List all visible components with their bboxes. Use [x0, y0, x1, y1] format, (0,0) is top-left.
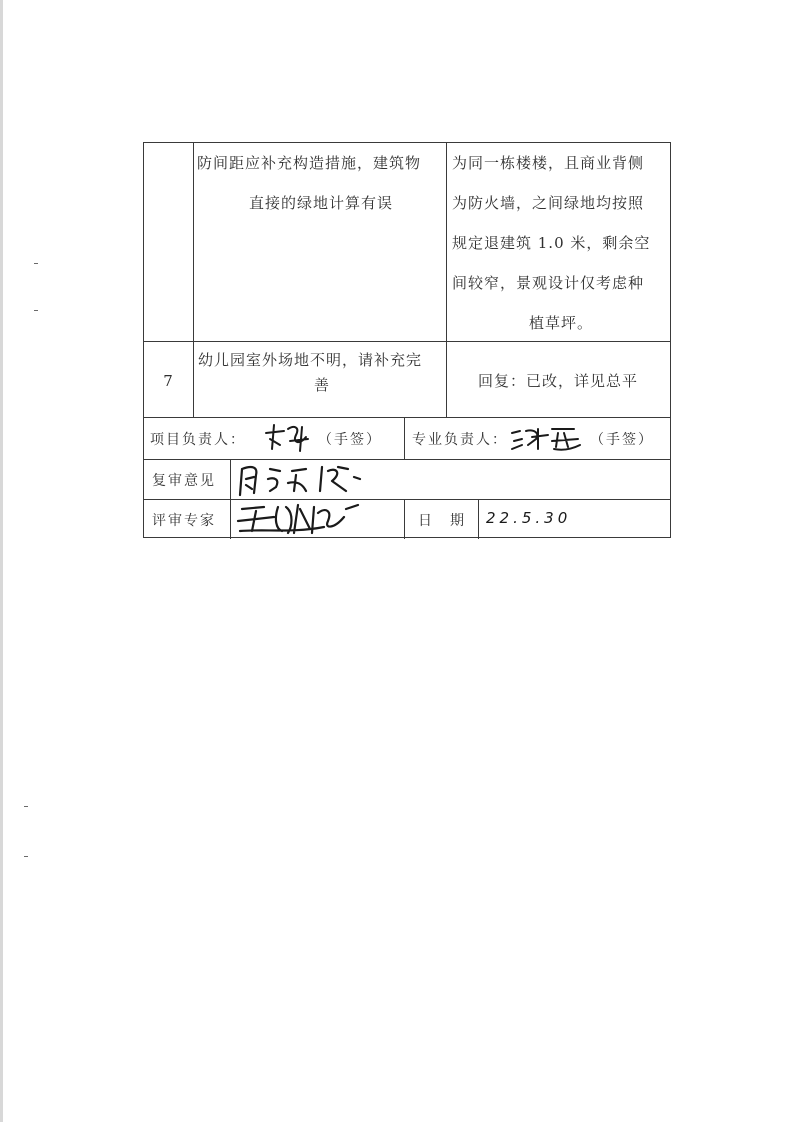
column-divider: [478, 499, 479, 539]
date-value: 22.5.30: [486, 509, 572, 527]
discipline-lead-label: 专业负责人：: [412, 432, 508, 448]
row6-reply-line: 为防火墙，之间绿地均按照: [452, 194, 645, 212]
row6-opinion-line: 直接的绿地计算有误: [248, 194, 393, 212]
discipline-lead-sign-note: （手签）: [590, 432, 654, 448]
recheck-signature: [236, 461, 396, 499]
recheck-label: 复审意见: [152, 473, 216, 489]
project-lead-signature: [260, 421, 320, 457]
row6-reply: [452, 143, 670, 343]
row6-reply-line: 植草坪。: [528, 314, 593, 332]
row6-reply-line: 规定退建筑 1.0 米，剩余空: [452, 234, 651, 252]
row-divider: [144, 459, 670, 460]
row6-reply-line: 为同一栋楼楼，且商业背侧: [452, 154, 645, 172]
row7-reply: 回复：已改，详见总平: [477, 372, 638, 390]
scan-mark: [34, 263, 38, 264]
project-lead-sign-note: （手签）: [318, 432, 382, 448]
row-divider: [144, 417, 670, 418]
row-divider: [144, 499, 670, 500]
reviewer-signature: [234, 499, 374, 539]
column-divider: [193, 143, 194, 417]
date-label: 日 期: [418, 513, 466, 529]
column-divider: [404, 499, 405, 539]
column-divider: [404, 417, 405, 459]
row7-opinion-line: 善: [313, 376, 330, 394]
row6-reply-line: 间较窄，景观设计仅考虑种: [452, 274, 645, 292]
row6-opinion: [197, 143, 445, 223]
scan-mark: [34, 310, 38, 311]
project-lead-label: 项目负责人：: [150, 432, 246, 448]
column-divider: [230, 459, 231, 539]
discipline-lead-signature: [508, 423, 588, 455]
row7-number: 7: [163, 372, 174, 390]
reviewer-label: 评审专家: [152, 513, 216, 529]
scan-edge: [0, 0, 3, 1122]
scan-mark: [24, 856, 28, 857]
scan-mark: [24, 806, 28, 807]
row7-opinion: [198, 341, 446, 395]
row7-opinion-line: 幼儿园室外场地不明，请补充完: [198, 351, 423, 369]
review-table: [143, 142, 671, 538]
row6-opinion-line: 防间距应补充构造措施，建筑物: [197, 154, 422, 172]
